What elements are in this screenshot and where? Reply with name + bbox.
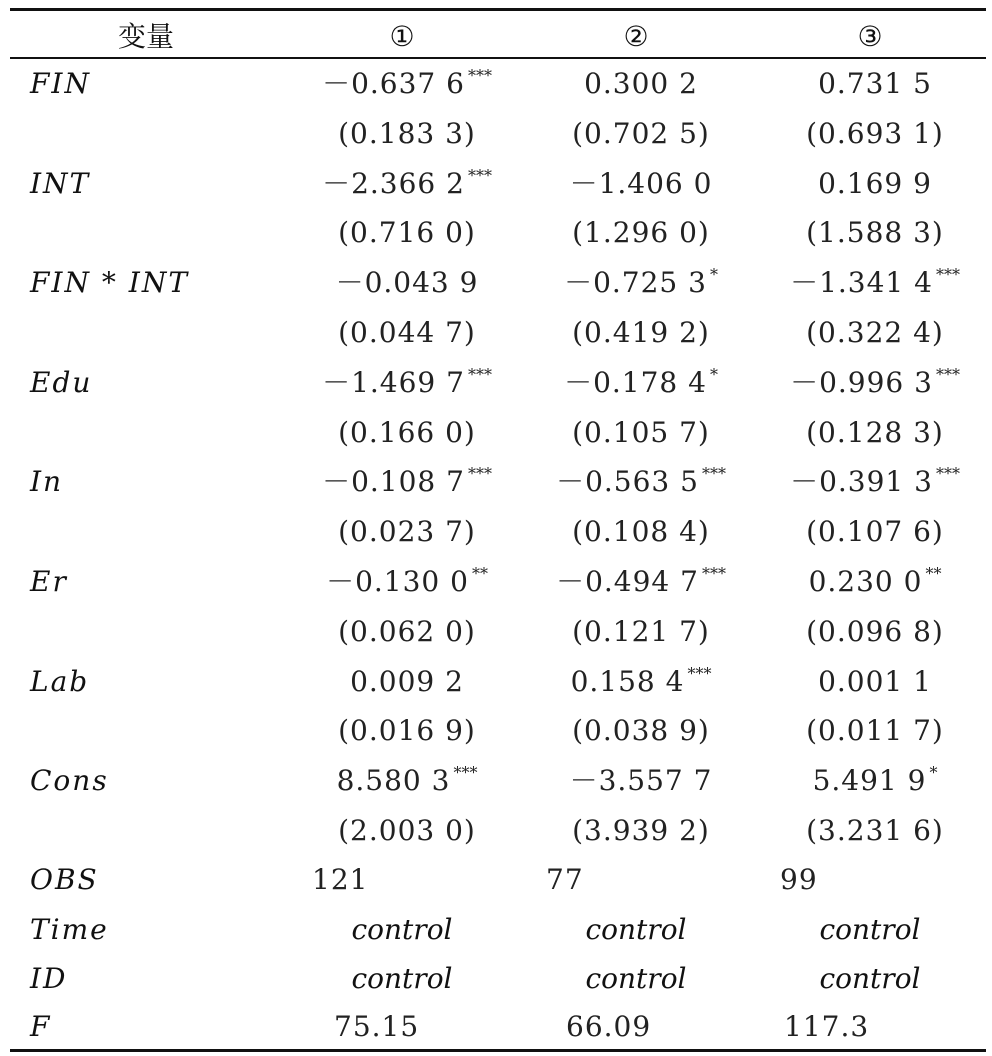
row-label: ID [30,962,68,995]
table-row [0,159,992,209]
standard-error-value: (3.939 2) [572,814,710,847]
table-row [0,657,992,707]
table-bottom-rule [10,1049,986,1052]
time-col1: control [351,913,453,946]
cell-col1 [312,507,502,557]
f-col1: 75.15 [334,1010,420,1043]
standard-error-value: (0.044 7) [338,316,476,349]
cell-col3 [780,159,970,209]
f-col3: 117.3 [784,1010,870,1043]
standard-error-value: (1.296 0) [572,216,710,250]
cell-col3 [780,208,970,258]
cell-col2 [546,59,736,109]
standard-error-value: (0.038 9) [572,714,710,748]
table-row [0,457,992,507]
coefficient-value: 0.731 5 [818,67,932,100]
time-col2: control [585,913,687,946]
coefficient-value: 0.001 1 [818,664,932,698]
coefficient-value: －0.563 5 [556,465,699,499]
cell-col3 [780,806,970,856]
cell-col2 [546,607,736,657]
cell-col3 [780,706,970,756]
row-label: In [30,465,64,499]
cell-col3 [780,507,970,557]
cell-col1 [312,756,502,806]
significance-stars: *** [935,364,960,384]
significance-stars: ** [925,564,942,583]
table-top-rule [10,8,986,11]
standard-error-value: (0.121 7) [572,614,710,648]
id-col2: control [585,962,687,995]
table-row-se [0,109,992,159]
coefficient-value: －0.996 3 [790,365,933,399]
standard-error-value: (1.588 3) [806,216,944,250]
standard-error-value: (0.108 4) [572,515,710,549]
cell-col3 [780,457,970,507]
table-row-se [0,607,992,657]
coefficient-value: 0.230 0 [808,565,923,598]
coefficient-value: 0.169 9 [818,166,932,200]
cell-col2 [546,507,736,557]
coefficient-value: －0.043 9 [335,266,479,300]
table-row [0,258,992,308]
standard-error-value: (0.419 2) [572,316,710,349]
table-row-time [0,905,992,955]
cell-col3 [780,557,970,607]
table-header-row [0,12,992,62]
standard-error-value: (0.716 0) [338,216,476,250]
obs-col3: 99 [780,863,818,896]
table-row [0,358,992,408]
table-row-id [0,954,992,1004]
cell-col2 [546,706,736,756]
cell-col2 [546,457,736,507]
cell-col2 [546,308,736,358]
cell-col1 [312,258,502,308]
coefficient-value: －0.725 3 [564,266,707,300]
cell-col2 [546,657,736,707]
coefficient-value: －0.391 3 [790,465,933,499]
row-label: Edu [30,365,93,399]
cell-col1 [312,308,502,358]
header-col1: ① [389,20,415,53]
cell-col2 [546,756,736,806]
obs-col2: 77 [546,863,584,896]
row-label: INT [30,166,91,200]
row-label: FIN [30,67,91,100]
standard-error-value: (0.183 3) [338,116,476,150]
coefficient-value: －3.557 7 [569,764,713,798]
significance-stars: *** [935,265,960,285]
significance-stars: ** [471,564,488,583]
coefficient-value: －0.130 0 [326,565,469,598]
coefficient-value: －1.469 7 [322,365,465,399]
id-col3: control [819,962,921,995]
cell-col2 [546,358,736,408]
cell-col1 [312,408,502,458]
cell-col1 [312,109,502,159]
significance-stars: * [709,265,718,285]
cell-col2 [546,208,736,258]
cell-col3 [780,258,970,308]
cell-col2 [546,557,736,607]
table-row-se [0,408,992,458]
standard-error-value: (0.011 7) [806,714,944,748]
cell-col2 [546,806,736,856]
cell-col1 [312,59,502,109]
row-label: Cons [30,764,109,798]
standard-error-value: (0.322 4) [806,316,944,349]
table-row-se [0,208,992,258]
standard-error-value: (2.003 0) [338,814,476,847]
standard-error-value: (0.105 7) [572,415,710,449]
cell-col1 [312,706,502,756]
significance-stars: *** [467,464,492,484]
coefficient-value: －1.406 0 [569,166,713,200]
time-col3: control [819,913,921,946]
table-row-se [0,308,992,358]
cell-col1 [312,358,502,408]
table-row-f [0,1002,992,1052]
standard-error-value: (0.016 9) [338,714,476,748]
table-row-se [0,806,992,856]
row-label: F [30,1010,52,1043]
significance-stars: *** [701,564,726,583]
standard-error-value: (0.023 7) [338,515,476,549]
coefficient-value: －1.341 4 [790,266,933,300]
significance-stars: * [709,364,718,384]
cell-col3 [780,408,970,458]
coefficient-value: －0.108 7 [322,465,465,499]
cell-col1 [312,457,502,507]
row-label: Lab [30,664,90,698]
cell-col3 [780,109,970,159]
coefficient-value: －0.178 4 [564,365,707,399]
coefficient-value: 0.158 4 [570,664,685,698]
obs-col1: 121 [312,863,369,896]
header-variable: 变量 [118,20,175,53]
cell-col3 [780,308,970,358]
table-row [0,557,992,607]
header-col3: ③ [857,20,883,53]
significance-stars: *** [467,165,492,185]
significance-stars: *** [701,464,726,484]
table-row-se [0,706,992,756]
cell-col2 [546,258,736,308]
row-label: FIN * INT [30,266,190,300]
f-col2: 66.09 [566,1010,652,1043]
coefficient-value: 0.009 2 [350,664,464,698]
header-col2: ② [623,20,649,53]
cell-col2 [546,408,736,458]
standard-error-value: (0.062 0) [338,614,476,648]
table-row [0,756,992,806]
significance-stars: *** [467,364,492,384]
coefficient-value: －0.494 7 [556,565,699,598]
cell-col3 [780,657,970,707]
standard-error-value: (0.096 8) [806,614,944,648]
cell-col1 [312,607,502,657]
standard-error-value: (0.107 6) [806,515,944,549]
significance-stars: *** [687,663,712,683]
cell-col3 [780,756,970,806]
cell-col1 [312,159,502,209]
coefficient-value: 5.491 9 [812,764,927,798]
standard-error-value: (0.702 5) [572,116,710,150]
cell-col3 [780,59,970,109]
table-row-se [0,507,992,557]
id-col1: control [351,962,453,995]
cell-col1 [312,208,502,258]
coefficient-value: －0.637 6 [322,67,465,100]
significance-stars: *** [935,464,960,484]
row-label: Er [30,565,68,598]
standard-error-value: (0.693 1) [806,116,944,150]
standard-error-value: (3.231 6) [806,814,944,847]
cell-col1 [312,806,502,856]
row-label: Time [30,913,109,946]
coefficient-value: 8.580 3 [336,764,451,798]
coefficient-value: 0.300 2 [584,67,698,100]
significance-stars: * [929,763,938,783]
cell-col2 [546,159,736,209]
cell-col3 [780,358,970,408]
cell-col3 [780,607,970,657]
table-row-obs [0,855,992,905]
significance-stars: *** [453,763,478,783]
standard-error-value: (0.166 0) [338,415,476,449]
standard-error-value: (0.128 3) [806,415,944,449]
row-label: OBS [30,863,99,896]
coefficient-value: －2.366 2 [322,166,465,200]
significance-stars: *** [467,66,492,85]
cell-col1 [312,657,502,707]
cell-col2 [546,109,736,159]
table-row [0,59,992,109]
cell-col1 [312,557,502,607]
